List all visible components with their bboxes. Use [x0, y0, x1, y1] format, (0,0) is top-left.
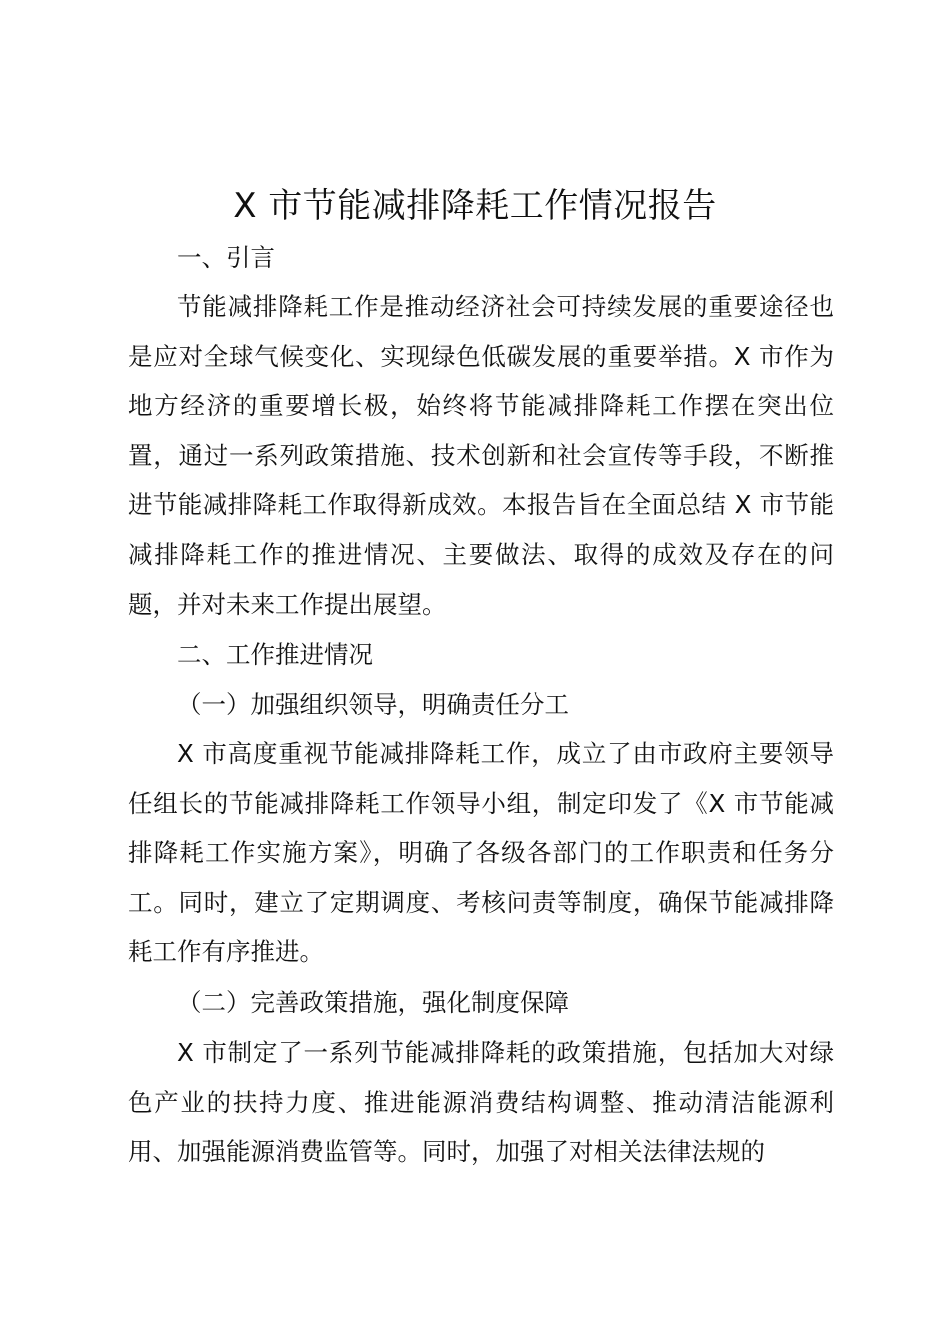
section-intro	[128, 233, 834, 283]
subsection-organization	[128, 680, 834, 730]
document-title: X 市节能减排降耗工作情况报告	[233, 186, 717, 226]
paragraph: X 市制定了一系列节能减排降耗的政策措施，包括加大对绿色产业的扶持力度、推进能源消费结构调整、推动清洁能源利用、加强能源消费监管等。同时，加强了对相关法律法规的	[128, 1038, 834, 1167]
subsection-policy	[128, 978, 834, 1028]
section-heading: 二、工作推进情况	[177, 640, 373, 669]
policy-body	[128, 1028, 834, 1177]
intro-body	[128, 282, 834, 629]
organization-body	[128, 729, 834, 977]
paragraph: X 市高度重视节能减排降耗工作，成立了由市政府主要领导任组长的节能减排降耗工作领导小组，制定印发了《X 市节能减排降耗工作实施方案》，明确了各级各部门的工作职责和任务分工。同时，建立了定期调度、考核问责等制度，确保节能减排降耗工作有序推进。	[128, 739, 834, 967]
section-progress	[128, 630, 834, 680]
section-heading: 一、引言	[177, 243, 275, 272]
subsection-heading: （二）完善政策措施，强化制度保障	[177, 988, 569, 1017]
subsection-heading: （一）加强组织领导，明确责任分工	[177, 690, 569, 719]
paragraph: 节能减排降耗工作是推动经济社会可持续发展的重要途径也是应对全球气候变化、实现绿色低碳发展的重要举措。X 市作为地方经济的重要增长极，始终将节能减排降耗工作摆在突出位置，通过一系列政策措施、技术创新和社会宣传等手段，不断推进节能减排降耗工作取得新成效。本报告旨在全面总结 X 市节能减排降耗工作的推进情况、主要做法、取得的成效及存在的问题，并对未来工作提出展望。	[128, 292, 834, 619]
